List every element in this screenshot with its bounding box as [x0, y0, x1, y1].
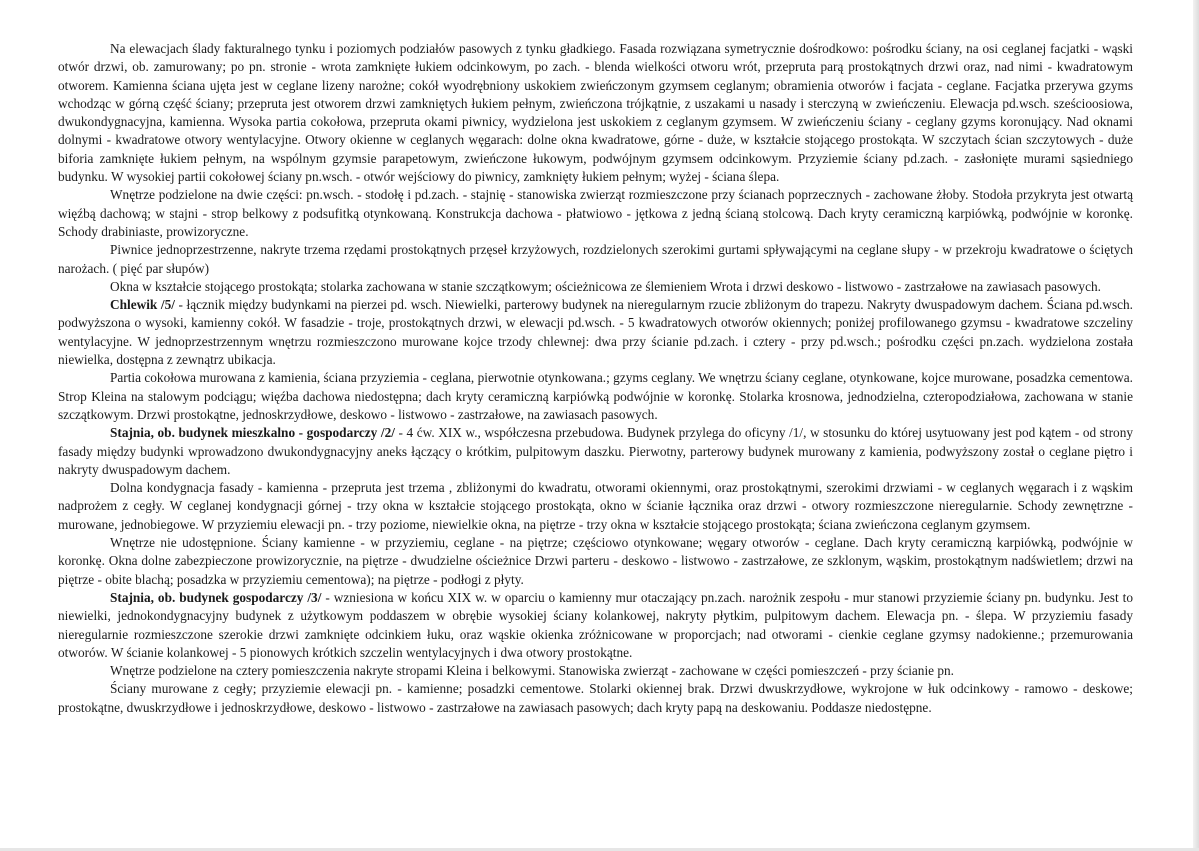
paragraph-1-text: Na elewacjach ślady fakturalnego tynku i poziomych podziałów pasowych z tynku gładkiego. Fasada rozwiązana symetrycznie dośrodkowo: pośrodku ściany, na osi ceglanej facjatki - wąski otwór drzwi, ob. zamurowany; po pn. stronie - wrota zamknięte łukiem odcinkowym, po zach. - blenda wielkości otworu wrót, przepruta parą prostokątnych drzwi oraz, nad nimi - kwadratowym otworem. Kamienna ściana ujęta jest w ceglane lizeny narożne; cokół wyodrębniony uskokiem zwieńczonym gzymsem ceglanym; obramienia otworów i facjata - ceglane. Facjatka przerywa gzyms wchodząc w górną część ściany; przepruta jest otworem drzwi zamkniętych łukiem pełnym, zwieńczona trójkątnie, z uszakami u nasady i sterczyną w zwieńczeniu. Elewacja pd.wsch. sześcioosiowa, dwukondygnacyjna, kamienna. Wysoka partia cokołowa, przepruta okami piwnicy, wydzielona jest uskokiem z ceglanym gzymsem. W zwieńczeniu ściany - ceglany gzyms koronujący. Nad oknami dolnymi - kwadratowe otwory wentylacyjne. Otwory okienne w ceglanych węgarach: dolne okna kwadratowe, górne - duże, w kształcie stojącego prostokąta. W szczytach ścian szczytowych - duże biforia zamknięte łukiem pełnym, na wspólnym gzymsie parapetowym, zwieńczone łukowym, podwójnym gzymsem odcinkowym. Przyziemie ściany pd.zach. - zasłonięte murami sąsiedniego budynku. W wysokiej partii cokołowej ściany pn.wsch. - otwór wejściowy do piwnicy, zamknięty łukiem pełnym; wyżej - ściana ślepa. — [58, 41, 1133, 185]
section-heading-chlewik: Chlewik /5/ — [110, 297, 175, 313]
paragraph-3 — [58, 241, 1133, 278]
paragraph-3-text: Piwnice jednoprzestrzenne, nakryte trzema rzędami prostokątnych przęseł krzyżowych, rozdzielonych szerokimi gurtami spływającymi na ceglane słupy - w przekroju kwadratowe o ściętych narożach. ( pięć par słupów) — [58, 242, 1133, 276]
paragraph-6-text: Partia cokołowa murowana z kamienia, ściana przyziemia - ceglana, pierwotnie otynkowana.; gzyms ceglany. We wnętrzu ściany ceglane, otynkowane, kojce murowane, posadzka cementowa. Strop Kleina na stalowym podciągu; więźba dachowa niedostępna; dach kryty ceramiczną karpiówką podwójnie w koronkę. Stolarka krosnowa, jednodzielna, czteropodziałowa, zachowana w stanie szczątkowym. Drzwi prostokątne, jednoskrzydłowe, deskowo - listwowo - zastrzałowe, na zawiasach pasowych. — [58, 370, 1133, 422]
paragraph-2 — [58, 186, 1133, 241]
paragraph-2-text: Wnętrze podzielone na dwie części: pn.wsch. - stodołę i pd.zach. - stajnię - stanowiska zwierząt rozmieszczone przy ścianach poprzecznych - zachowane żłoby. Stodoła przykryta jest otwartą więźbą dachową; w stajni - strop belkowy z podsufitką otynkowaną. Konstrukcja dachowa - płatwiowo - jętkowa z jedną ścianą stolcową. Dach kryty ceramiczną karpiówką, podwójnie w koronkę. Schody drabiniaste, prowizoryczne. — [58, 187, 1133, 239]
paragraph-7-text: - 4 ćw. XIX w., współczesna przebudowa. Budynek przylega do oficyny /1/, w stosunku do której usytuowany jest pod kątem - od strony fasady między budynki wprowadzono dwukondygnacyjny aneks łączący o krótkim, pulpitowym daszku. Pierwotny, parterowy budynek murowany z kamienia, podwyższony został o ceglane piętro i nakryty dwuspadowym dachem. — [58, 425, 1134, 477]
paragraph-11-text: Wnętrze podzielone na cztery pomieszczenia nakryte stropami Kleina i belkowymi. Stanowiska zwierząt - zachowane w części pomieszczeń - przy ścianie pn. — [110, 663, 954, 679]
paragraph-4 — [58, 278, 1133, 296]
paragraph-4-text: Okna w kształcie stojącego prostokąta; stolarka zachowana w stanie szczątkowym; ościeżnicowa ze ślemieniem Wrota i drzwi deskowo - listwowo - zastrzałowe na zawiasach pasowych. — [110, 278, 1101, 294]
paragraph-5-text: - łącznik między budynkami na pierzei pd. wsch. Niewielki, parterowy budynek na nieregularnym rzucie zbliżonym do trapezu. Nakryty dwuspadowym dachem. Ściana pd.wsch. podwyższona o wysoki, kamienny cokół. W fasadzie - troje, prostokątnych drzwi, w elewacji pd.wsch. - 5 kwadratowych otworów okiennych; poniżej profilowanego gzymsu - kwadratowe szczeliny wentylacyjne. W jednoprzestrzennym wnętrzu rozmieszczono murowane kojce trzody chlewnej: dwa przy ścianie pd.zach. i cztery - przy pd.wsch.; pośrodku części pn.zach. wydzielona została niewielka, dostępna z zewnątrz ubikacja. — [58, 297, 1133, 368]
paragraph-10-stajnia-3 — [58, 589, 1133, 662]
paragraph-11 — [58, 662, 1133, 680]
paragraph-8 — [58, 479, 1133, 534]
paragraph-8-text: Dolna kondygnacja fasady - kamienna - przepruta jest trzema , zbliżonymi do kwadratu, otworami okiennymi, oraz prostokątnymi, szerokimi drzwiami - w ceglanych węgarach i z wąskim nadprożem z cegły. W ceglanej kondygnacji górnej - trzy okna w kształcie stojącego prostokąta, okno w ścianie łącznika oraz drzwi - otwory rozmieszczone nieregularnie. Schody zewnętrzne - murowane, jednobiegowe. W przyziemiu elewacji pn. - trzy poziome, niewielkie okna, na piętrze - trzy okna w kształcie stojącego prostokąta; ściana zwieńczona ceglanym gzymsem. — [58, 480, 1133, 532]
paragraph-5-chlewik — [58, 296, 1133, 369]
paragraph-6 — [58, 369, 1133, 424]
section-heading-stajnia-3: Stajnia, ob. budynek gospodarczy /3/ — [110, 589, 322, 605]
paragraph-9 — [58, 534, 1133, 589]
scan-edge-right — [1193, 0, 1199, 851]
paragraph-7-stajnia-2 — [58, 424, 1133, 479]
paragraph-1 — [58, 40, 1133, 186]
paragraph-10-text: - wzniesiona w końcu XIX w. w oparciu o kamienny mur otaczający pn.zach. narożnik zespołu - mur stanowi przyziemie ściany pn. budynku. Jest to niewielki, jednokondygnacyjny budynek z użytkowym poddaszem w obrębie wysokiej ściany kolankowej, nakryty płytkim, pulpitowym dachem. Elewacja pn. - ślepa. W przyziemiu fasady nieregularnie rozmieszczone szerokie drzwi zamknięte odcinkiem łuku, oraz wąskie okienka zróżnicowane w proporcjach; nad otworami - cienkie ceglane gzymsy nadokienne.; przemurowania otworów. W ścianie kolankowej - 5 pionowych krótkich szczelin wentylacyjnych i dwa otwory prostokątne. — [58, 589, 1133, 660]
paragraph-9-text: Wnętrze nie udostępnione. Ściany kamienne - w przyziemiu, ceglane - na piętrze; częściowo otynkowane; węgary otworów - ceglane. Dach kryty ceramiczną karpiówką, podwójnie w koronkę. Okna dolne zabezpieczone prowizorycznie, na piętrze - dwudzielne ościeżnice Drzwi parteru - deskowo - listwowo - zastrzałowe, ze szklonym, wąskim, prostokątnym nadświetlem; drzwi na piętrze - obite blachą; posadzka w przyziemiu cementowa); na piętrze - podłogi z płyty. — [58, 535, 1133, 587]
paragraph-12 — [58, 680, 1133, 717]
section-heading-stajnia-2: Stajnia, ob. budynek mieszkalno - gospodarczy /2/ — [110, 425, 395, 441]
paragraph-12-text: Ściany murowane z cegły; przyziemie elewacji pn. - kamienne; posadzki cementowe. Stolarki okiennej brak. Drzwi dwuskrzydłowe, wykrojone w łuk odcinkowy - ramowo - deskowe; prostokątne, dwuskrzydłowe i jednoskrzydłowe, deskowo - listwowo - zastrzałowe na zawiasach pasowych; dach kryty papą na deskowaniu. Poddasze niedostępne. — [58, 681, 1133, 715]
